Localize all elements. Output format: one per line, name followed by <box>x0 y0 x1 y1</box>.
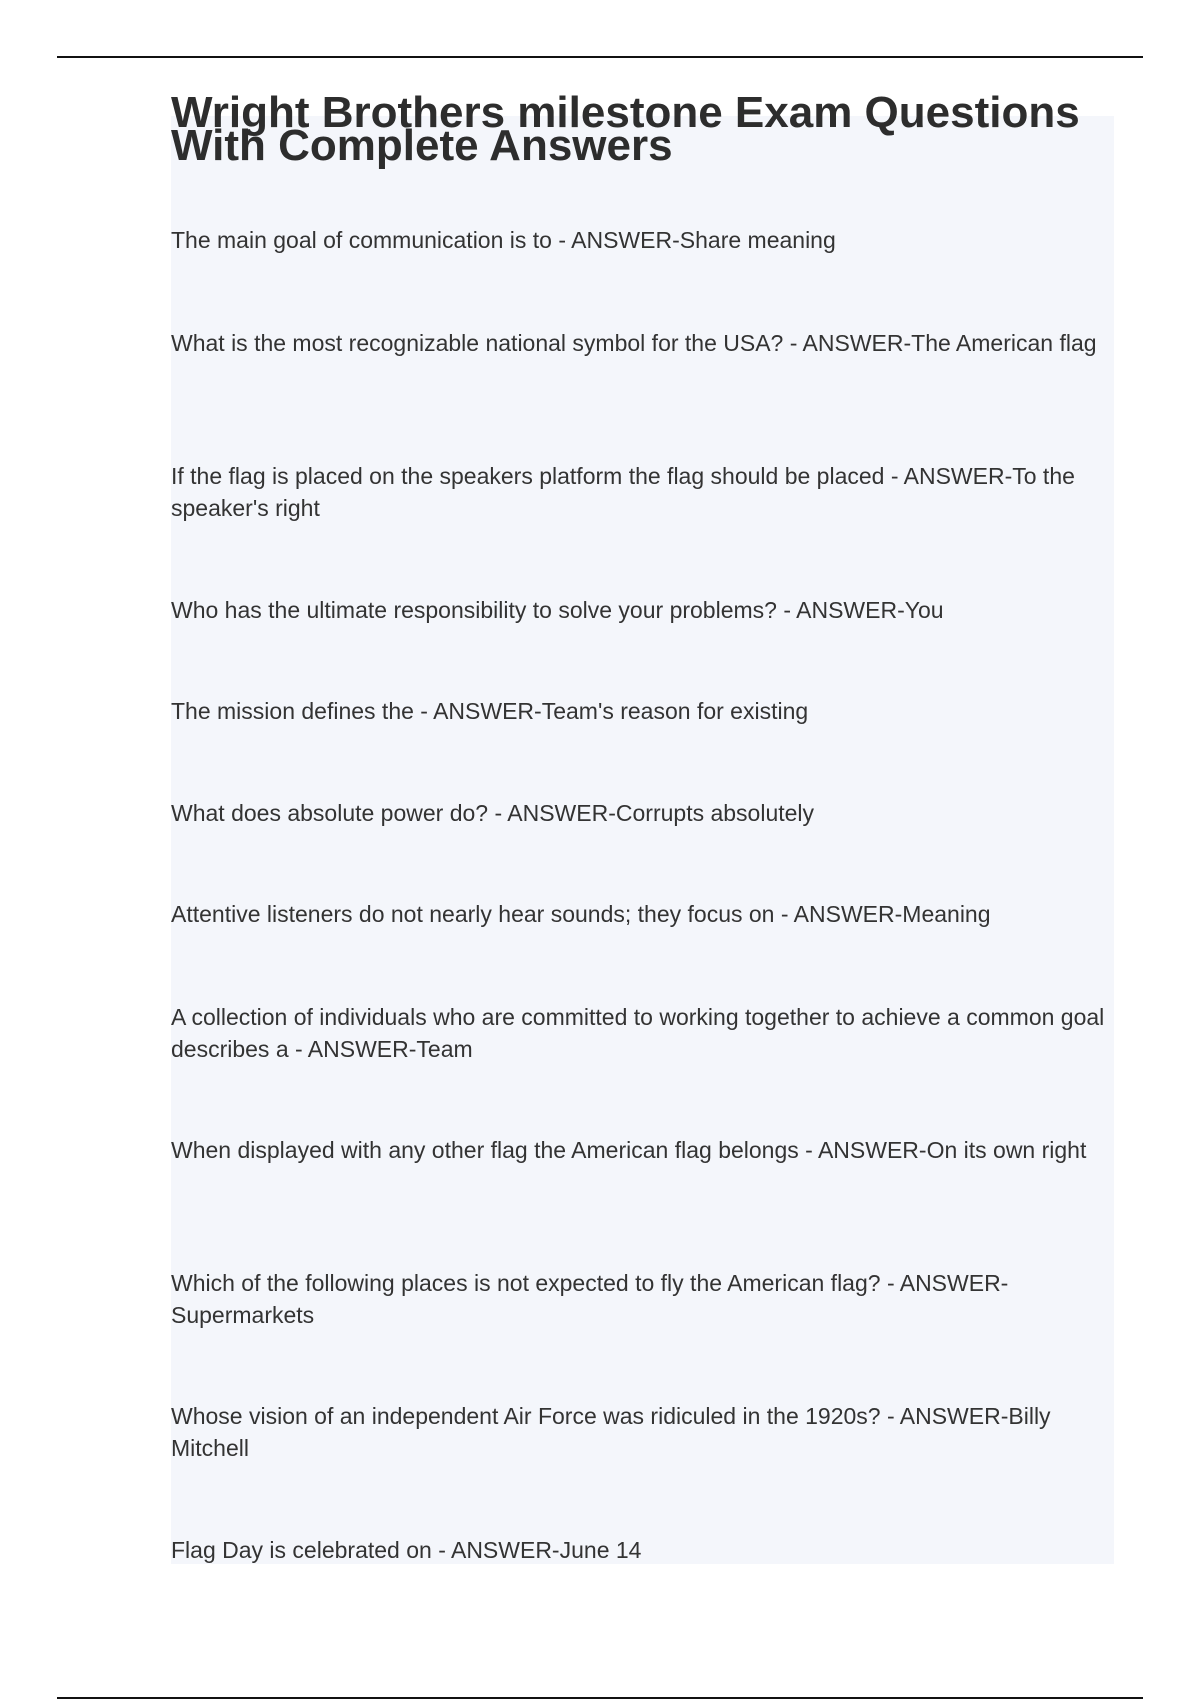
separator: - <box>880 1270 900 1296</box>
question-text: A collection of individuals who are committed to working together to achieve a common goal describes a <box>171 1004 1105 1062</box>
question-text: Flag Day is celebrated on <box>171 1537 432 1563</box>
question-text: The mission defines the <box>171 698 414 724</box>
answer-prefix: ANSWER- <box>433 698 542 724</box>
answer-prefix: ANSWER- <box>899 1270 1009 1296</box>
qa-item <box>171 224 1111 256</box>
question-text: Attentive listeners do not nearly hear sounds; they focus on <box>171 901 775 927</box>
question-text: What is the most recognizable national symbol for the USA? <box>171 330 784 356</box>
qa-item <box>171 460 1111 524</box>
qa-item <box>171 1534 1111 1566</box>
separator: - <box>413 698 434 724</box>
answer-text: Team's reason for existing <box>541 698 809 724</box>
question-text: What does absolute power do? <box>171 800 489 826</box>
question-text: Which of the following places is not expected to fly the American flag? <box>171 1270 881 1296</box>
answer-text: You <box>904 597 944 623</box>
answer-prefix: ANSWER- <box>796 597 905 623</box>
answer-prefix: ANSWER- <box>507 800 616 826</box>
qa-item <box>171 1267 1111 1331</box>
separator: - <box>431 1537 451 1563</box>
answer-text: The American flag <box>911 330 1097 356</box>
answer-text: Corrupts absolutely <box>615 800 815 826</box>
separator: - <box>488 800 508 826</box>
answer-text: On its own right <box>926 1137 1087 1163</box>
answer-prefix: ANSWER- <box>571 227 680 253</box>
answer-text: Share meaning <box>679 227 836 253</box>
document-title: Wright Brothers milestone Exam Questions With Complete Answers <box>171 88 1080 170</box>
answer-prefix: ANSWER- <box>817 1137 927 1163</box>
separator: - <box>880 1403 900 1429</box>
answer-prefix: ANSWER- <box>903 463 1013 489</box>
qa-item <box>171 327 1111 359</box>
separator: - <box>798 1137 818 1163</box>
qa-item <box>171 797 1111 829</box>
qa-item <box>171 1134 1111 1166</box>
question-text: The main goal of communication is to <box>171 227 552 253</box>
answer-prefix: ANSWER- <box>307 1036 417 1062</box>
answer-text: June 14 <box>559 1537 642 1563</box>
answer-prefix: ANSWER- <box>802 330 912 356</box>
answer-text: Team <box>416 1036 473 1062</box>
qa-item <box>171 1001 1111 1065</box>
qa-item <box>171 594 1111 626</box>
question-text: Whose vision of an independent Air Force was ridiculed in the 1920s? <box>171 1403 881 1429</box>
answer-text: Meaning <box>902 901 991 927</box>
answer-text: Supermarkets <box>171 1302 315 1328</box>
separator: - <box>783 330 803 356</box>
separator: - <box>884 463 904 489</box>
separator: - <box>551 227 572 253</box>
qa-item <box>171 1400 1111 1464</box>
separator: - <box>288 1036 308 1062</box>
separator: - <box>776 597 797 623</box>
qa-item <box>171 695 1111 727</box>
answer-text: Billy Mitchell <box>171 1403 1051 1461</box>
separator: - <box>774 901 794 927</box>
question-text: If the flag is placed on the speakers platform the flag should be placed <box>171 463 885 489</box>
answer-prefix: ANSWER- <box>899 1403 1009 1429</box>
answer-prefix: ANSWER- <box>450 1537 560 1563</box>
question-text: Who has the ultimate responsibility to solve your problems? <box>171 597 777 623</box>
answer-text: To the speaker's right <box>171 463 1075 521</box>
page-bottom-rule <box>57 1697 1143 1699</box>
qa-item <box>171 898 1111 930</box>
question-text: When displayed with any other flag the American flag belongs <box>171 1137 799 1163</box>
page-top-rule <box>57 56 1143 58</box>
answer-prefix: ANSWER- <box>793 901 903 927</box>
